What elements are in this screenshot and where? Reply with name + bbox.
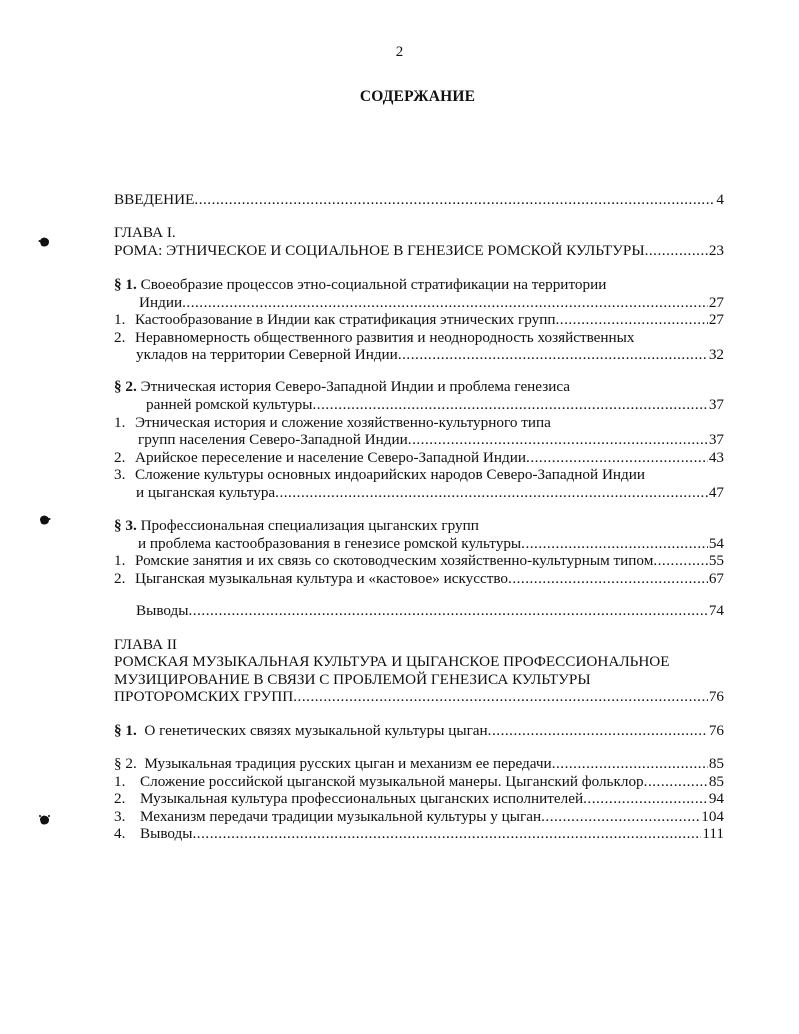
toc-entry-chapter2-s2-item2[interactable]: 2. Музыкальная культура профессиональных цыганских исполнителей ..... 94 — [114, 790, 724, 808]
section-number: § 3. — [114, 517, 137, 534]
chapter2-title-line1: РОМСКАЯ МУЗЫКАЛЬНАЯ КУЛЬТУРА И ЦЫГАНСКОЕ ПРОФЕССИОНАЛЬНОЕ — [114, 653, 670, 670]
punch-hole-mark-bottom — [38, 814, 51, 826]
toc-entry-introduction[interactable]: ВВЕДЕНИЕ ..... 4 — [114, 191, 724, 209]
toc-entry-chapter1-s1-item2[interactable]: укладов на территории Северной Индии ..... 32 — [136, 346, 724, 364]
section-number: § 2. — [114, 378, 137, 395]
chapter1-s2-item3-line1[interactable]: 3. Сложение культуры основных индоарийских народов Северо-Западной Индии — [114, 466, 646, 483]
toc-entry-chapter2-s2-item3[interactable]: 3. Механизм передачи традиции музыкальной культуры у цыган ..... 104 — [114, 808, 724, 826]
toc-entry-chapter1-s2-item1[interactable]: групп населения Северо-Западной Индии ..... 37 — [138, 431, 724, 449]
chapter1-section2-line1[interactable]: § 2. Этническая история Северо-Западной Индии и проблема генезиса — [114, 378, 571, 395]
chapter1-heading: ГЛАВА I. — [114, 224, 176, 241]
chapter1-s2-item1-line1[interactable]: 1. Этническая история и сложение хозяйственно-культурного типа — [114, 414, 551, 431]
toc-entry-chapter1-section3[interactable]: и проблема кастообразования в генезисе ромской культуры ..... 54 — [138, 535, 724, 553]
section-number: § 1. — [114, 276, 137, 293]
toc-entry-chapter2-section1[interactable]: § 1. О генетических связях музыкальной культуры цыган ..... 76 — [114, 722, 724, 740]
toc-entry-chapter1-s3-item2[interactable]: 2. Цыганская музыкальная культура и «кастовое» искусство ..... 67 — [114, 570, 724, 588]
toc-entry-chapter1[interactable]: РОМА: ЭТНИЧЕСКОЕ И СОЦИАЛЬНОЕ В ГЕНЕЗИСЕ РОМСКОЙ КУЛЬТУРЫ ..... 23 — [114, 242, 724, 260]
chapter2-title-line2: МУЗИЦИРОВАНИЕ В СВЯЗИ С ПРОБЛЕМОЙ ГЕНЕЗИСА КУЛЬТУРЫ — [114, 671, 591, 688]
toc-entry-chapter2-section2[interactable]: § 2. Музыкальная традиция русских цыган и механизм ее передачи ..... 85 — [114, 755, 724, 773]
toc-entry-chapter1-s3-item1[interactable]: 1. Ромские занятия и их связь со скотоводческим хозяйственно-культурным типом ..... 55 — [114, 552, 724, 570]
punch-hole-mark-middle — [38, 514, 51, 526]
toc-entry-chapter2-s2-item4[interactable]: 4. Выводы ..... 111 — [114, 825, 724, 843]
toc-entry-chapter2[interactable]: ПРОТОРОМСКИХ ГРУПП ..... 76 — [114, 688, 724, 706]
toc-entry-chapter1-section1[interactable]: Индии ..... 27 — [139, 294, 724, 312]
page-title: СОДЕРЖАНИЕ — [359, 88, 476, 105]
page-number: 2 — [395, 44, 404, 60]
toc-entry-chapter1-s2-item3[interactable]: и цыганская культура ..... 47 — [136, 484, 724, 502]
toc-entry-chapter1-s1-item1[interactable]: 1. Кастообразование в Индии как стратификация этнических групп ..... 27 — [114, 311, 724, 329]
toc-entry-chapter1-s2-item2[interactable]: 2. Арийское переселение и население Северо-Западной Индии ..... 43 — [114, 449, 724, 467]
chapter1-s1-item2-line1[interactable]: 2. Неравномерность общественного развития и неоднородность хозяйственных — [114, 329, 635, 346]
toc-entry-chapter1-conclusions[interactable]: Выводы ..... 74 — [136, 602, 724, 620]
section-number: § 2. — [114, 755, 137, 772]
section-number: § 1. — [114, 722, 137, 739]
chapter1-section3-line1[interactable]: § 3. Профессиональная специализация цыганских групп — [114, 517, 479, 534]
chapter1-section1-line1[interactable]: § 1. Своеобразие процессов этно-социальной стратификации на территории — [114, 276, 607, 293]
toc-entry-chapter1-section2[interactable]: ранней ромской культуры ..... 37 — [146, 396, 724, 414]
toc-entry-chapter2-s2-item1[interactable]: 1. Сложение российской цыганской музыкальной манеры. Цыганский фольклор ..... 85 — [114, 773, 724, 791]
chapter2-heading: ГЛАВА II — [114, 636, 177, 653]
punch-hole-mark-top — [38, 236, 51, 248]
